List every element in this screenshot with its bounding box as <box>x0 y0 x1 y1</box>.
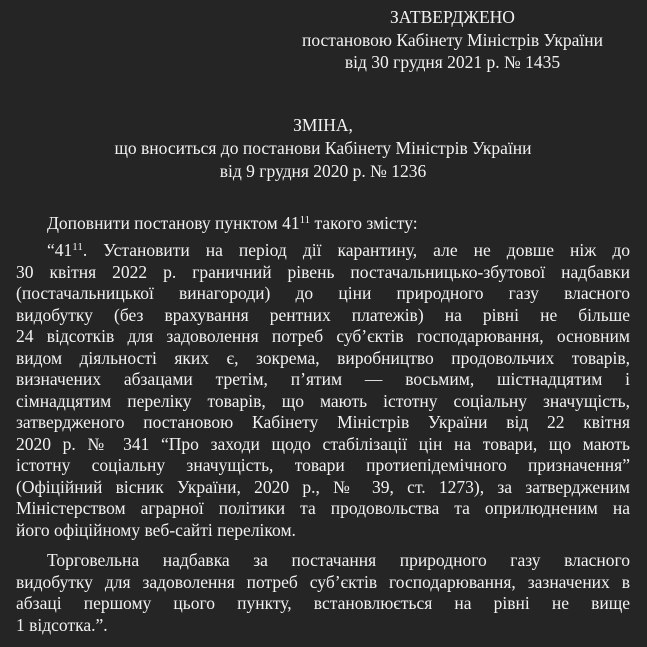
body-line: затвердженого постановою Кабінету Міністрів України від 22 квітня <box>16 412 630 432</box>
body-line-last: 1 відсотка.”. <box>16 614 108 635</box>
body-line: абзаці першому цього пункту, встановлюється на рівні не вище <box>16 593 630 613</box>
point-number-superscript: 11 <box>299 213 311 226</box>
body-line: Міністерством аграрної політики та продовольства та оприлюдненим на <box>16 498 630 518</box>
paragraph-intro <box>16 213 630 235</box>
body-line: (постачальницької винагороди) до ціни природного газу власного <box>16 283 630 303</box>
intro-line <box>16 213 630 235</box>
main-text-before-sup: “41 <box>47 240 73 260</box>
body-line: Торговельна надбавка за постачання природного газу власного <box>47 550 630 570</box>
approval-date-number: від 30 грудня 2021 р. № 1435 <box>344 52 561 72</box>
body-line: 2020 р. № 341 “Про заходи щодо стабілізації цін на товари, що мають <box>16 433 630 454</box>
paragraph-main <box>16 240 630 541</box>
body-line <box>16 240 630 262</box>
intro-text-before-sup: Доповнити постанову пунктом 41 <box>47 212 300 233</box>
document-title: ЗМІНА, <box>293 114 353 135</box>
approval-stamp-label: ЗАТВЕРДЖЕНО <box>390 7 515 27</box>
body-line: визначених абзацами третім, п’ятим — восьмим, шістнадцятим і <box>16 369 630 389</box>
body-line: (Офіційний вісник України, 2020 р., № 39, ст. 1273), за затвердженим <box>16 476 630 497</box>
approval-block <box>295 6 610 74</box>
body-line: видобутку (без врахування рентних платежів) на рівні не більше <box>16 304 630 325</box>
amended-resolution-date-number: від 9 грудня 2020 р. № 1236 <box>219 160 427 181</box>
body-line: сімнадцятим переліку товарів, що мають істотну соціальну значущість, <box>16 390 630 411</box>
body-line: видобутку для задоволення потреб суб’єктів господарювання, зазначених в <box>16 571 630 592</box>
main-text-after-sup: . Установити на період дії карантину, але не довше ніж до <box>82 240 630 260</box>
title-block <box>16 114 630 183</box>
paragraph-trade-markup <box>16 550 630 636</box>
body-line-last: його офіційному веб-сайті переліком. <box>16 519 296 540</box>
approval-authority: постановою Кабінету Міністрів України <box>301 29 604 50</box>
body-line: 24 відсотків для задоволення потреб суб’єктів господарювання, основним <box>16 326 630 346</box>
body-line: видом діяльності яких є, зокрема, виробництво продовольчих товарів, <box>16 347 630 368</box>
document-subtitle: що вноситься до постанови Кабінету Міністрів України <box>114 137 532 158</box>
body-line: істотну соціальну значущість, товари протиепідемічного призначення” <box>16 455 630 475</box>
point-number-superscript: 11 <box>72 241 83 253</box>
intro-text-after-sup: такого змісту: <box>310 212 418 233</box>
body-line: 30 квітня 2022 р. граничний рівень постачальницько-збутової надбавки <box>16 261 630 282</box>
